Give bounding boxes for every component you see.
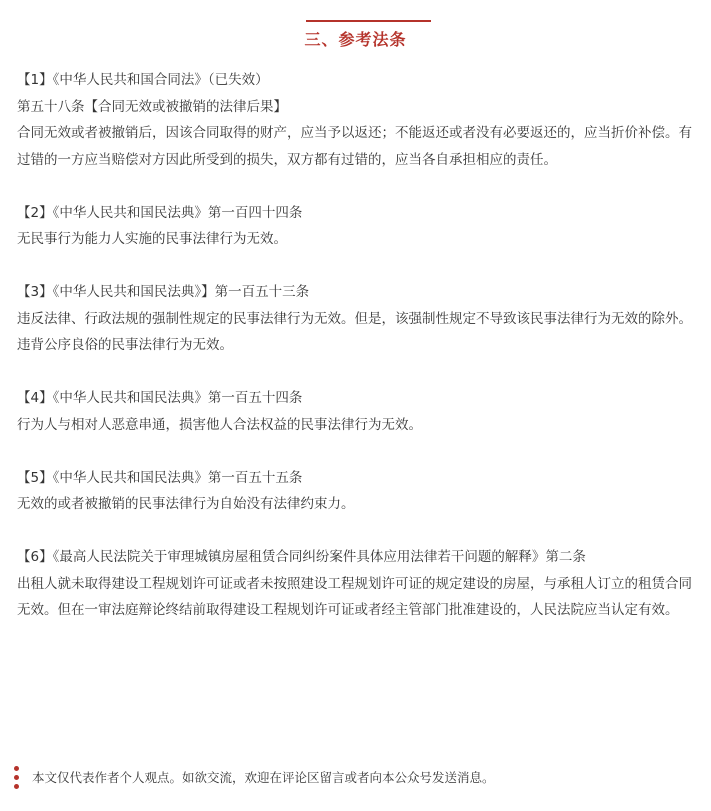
law-text: 行为人与相对人恶意串通，损害他人合法权益的民事法律行为无效。 [17,416,422,433]
disclaimer-text: 本文仅代表作者个人观点。如欲交流，欢迎在评论区留言或者向本公众号发送消息。 [32,770,495,785]
law-reference: 【1】《中华人民共和国合同法》（已失效） [17,72,269,88]
dots-icon [14,766,20,792]
law-reference: 【2】《中华人民共和国民法典》第一百四十四条 [17,204,303,221]
law-item-2 [17,200,697,253]
law-text: 无民事行为能力人实施的民事法律行为无效。 [17,231,287,247]
law-item-6 [17,544,697,624]
law-item-4 [17,385,697,438]
law-item-1 [17,67,697,173]
law-articles [17,67,697,650]
law-article-heading: 第五十八条【合同无效或被撤销的法律后果】 [17,98,287,115]
law-text: 违反法律、行政法规的强制性规定的民事法律行为无效。但是，该强制性规定不导致该民事法律行为无效的除外。 [17,310,692,327]
law-item-3 [17,279,697,359]
law-text: 出租人就未取得建设工程规划许可证或者未按照建设工程规划许可证的规定建设的房屋，与承租人订立的租赁合同无效。但在一审法庭辩论终结前取得建设工程规划许可证或者经主管部门批准建设的，人民法院应当认定有效。 [17,575,692,618]
law-text: 违背公序良俗的民事法律行为无效。 [17,337,233,353]
law-item-5 [17,465,697,518]
section-title: 三、参考法条 [304,30,407,49]
law-reference: 【3】《中华人民共和国民法典》】第一百五十三条 [17,284,310,300]
law-reference: 【6】《最高人民法院关于审理城镇房屋租赁合同纠纷案件具体应用法律若干问题的解释》第二条 [17,549,586,565]
law-reference: 【5】《中华人民共和国民法典》第一百五十五条 [17,469,303,486]
law-text: 无效的或者被撤销的民事法律行为自始没有法律约束力。 [17,496,355,512]
law-text: 合同无效或者被撤销后，因该合同取得的财产，应当予以返还；不能返还或者没有必要返还的，应当折价补偿。有过错的一方应当赔偿对方因此所受到的损失，双方都有过错的，应当各自承担相应的责任。 [17,125,692,168]
disclaimer-footer [14,764,704,794]
title-rule [306,20,431,22]
law-reference: 【4】《中华人民共和国民法典》第一百五十四条 [17,390,303,406]
